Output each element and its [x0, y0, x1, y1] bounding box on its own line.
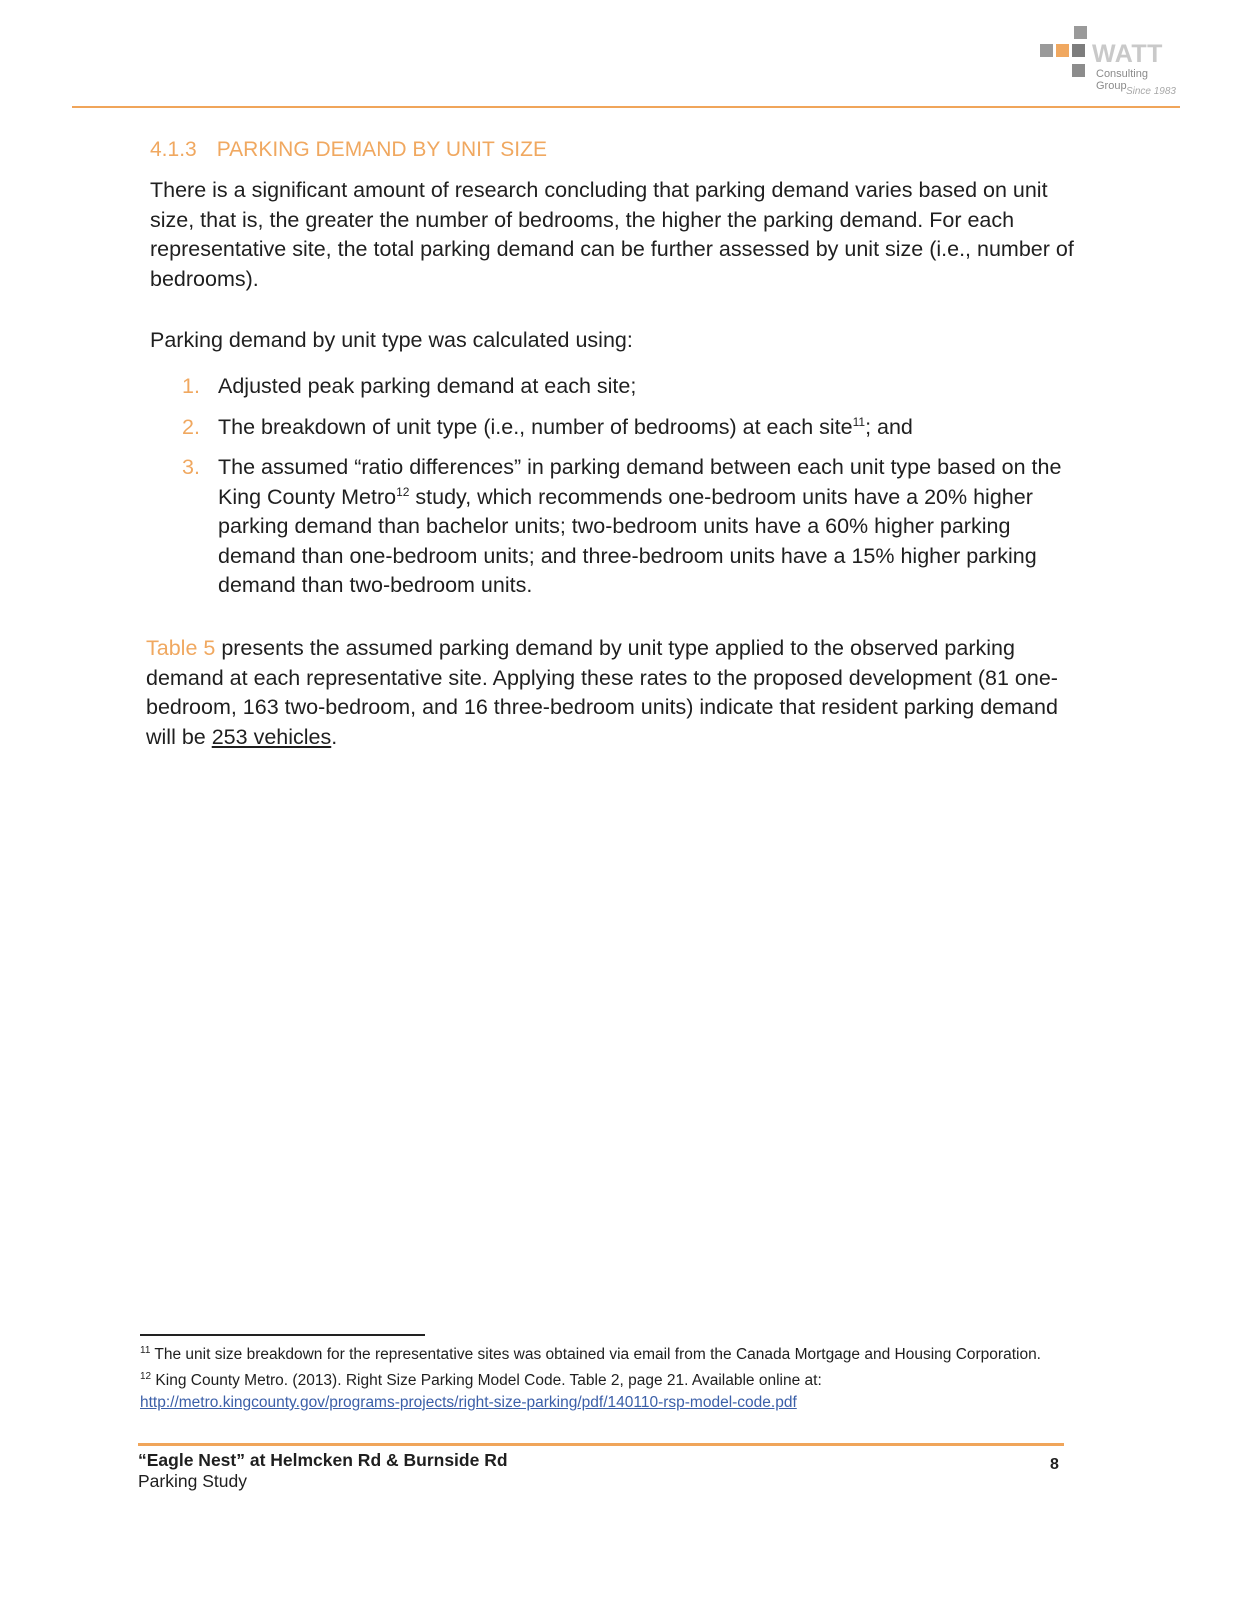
footnote-11	[140, 1344, 1080, 1366]
footnote-12	[140, 1370, 1080, 1414]
results-text: presents the assumed parking demand by unit type applied to the observed parking demand at each representative site. Applying these rates to the proposed development (81 one-bedroom, 163 two-bedroom, and 16 three-bedroom units) indicate that resident parking demand will be	[146, 636, 1058, 749]
logo-square	[1056, 44, 1069, 57]
company-logo	[1030, 24, 1180, 102]
section-number: 4.1.3	[150, 138, 197, 161]
logo-square	[1040, 44, 1053, 57]
footnote-url-link[interactable]: http://metro.kingcounty.gov/programs-projects/right-size-parking/pdf/140110-rsp-model-code.pdf	[140, 1394, 797, 1411]
section-heading	[150, 138, 547, 162]
list-item	[180, 453, 1080, 601]
results-paragraph	[146, 634, 1076, 752]
footnote-mark: 11	[140, 1344, 151, 1356]
intro-paragraph: There is a significant amount of research concluding that parking demand varies based on unit size, that is, the greater the number of bedrooms, the higher the parking demand. For each representative site, the total parking demand can be further assessed by unit size (i.e., number of bedrooms).	[150, 178, 1074, 291]
logo-square	[1072, 64, 1085, 77]
table-reference-link[interactable]: Table 5	[146, 636, 216, 660]
logo-since: Since 1983	[1125, 86, 1176, 97]
list-number: 2.	[182, 414, 200, 439]
footnote-divider	[140, 1334, 425, 1336]
page-number: 8	[1050, 1456, 1059, 1473]
footer-project-title: “Eagle Nest” at Helmcken Rd & Burnside Rd	[138, 1450, 508, 1470]
footnote-ref[interactable]: 11	[852, 414, 866, 429]
list-number: 1.	[182, 374, 200, 398]
list-text-tail: study, which recommends one-bedroom units have a 20% higher parking demand than bachelor units; two-bedroom units have a 60% higher parking demand than one-bedroom units; and three-bedroom units have a 15% higher parking demand than two-bedroom units.	[218, 484, 1037, 597]
parking-demand-result: 253 vehicles	[211, 724, 332, 749]
footnote-ref[interactable]: 12	[396, 484, 410, 499]
footnote-text: The unit size breakdown for the representative sites was obtained via email from the Canada Mortgage and Housing Corporation.	[150, 1346, 1041, 1363]
section-title: PARKING DEMAND BY UNIT SIZE	[216, 138, 547, 161]
list-text-tail: ; and	[865, 414, 913, 439]
method-list	[180, 372, 1080, 612]
footer-divider	[138, 1443, 1064, 1446]
list-text: The breakdown of unit type (i.e., number of bedrooms) at each site	[218, 414, 853, 439]
header-divider	[72, 106, 1180, 108]
footnote-text: King County Metro. (2013). Right Size Parking Model Code. Table 2, page 21. Available online at:	[151, 1372, 822, 1389]
list-item	[180, 413, 1080, 443]
list-number: 3.	[182, 455, 200, 479]
list-text: Adjusted peak parking demand at each site;	[218, 374, 637, 398]
list-item	[180, 372, 1080, 402]
logo-square	[1072, 44, 1085, 57]
footnote-mark: 12	[140, 1370, 152, 1382]
results-end: .	[331, 724, 338, 749]
logo-square	[1074, 26, 1087, 39]
method-lead-paragraph: Parking demand by unit type was calculated using:	[150, 328, 633, 352]
footer-report-type: Parking Study	[138, 1471, 247, 1491]
list-text: The assumed “ratio differences” in parking demand between each unit type based on the King County Metro	[218, 455, 1062, 509]
logo-tagline: Consulting Group	[1096, 68, 1148, 92]
logo-wordmark: WATT	[1092, 40, 1163, 68]
